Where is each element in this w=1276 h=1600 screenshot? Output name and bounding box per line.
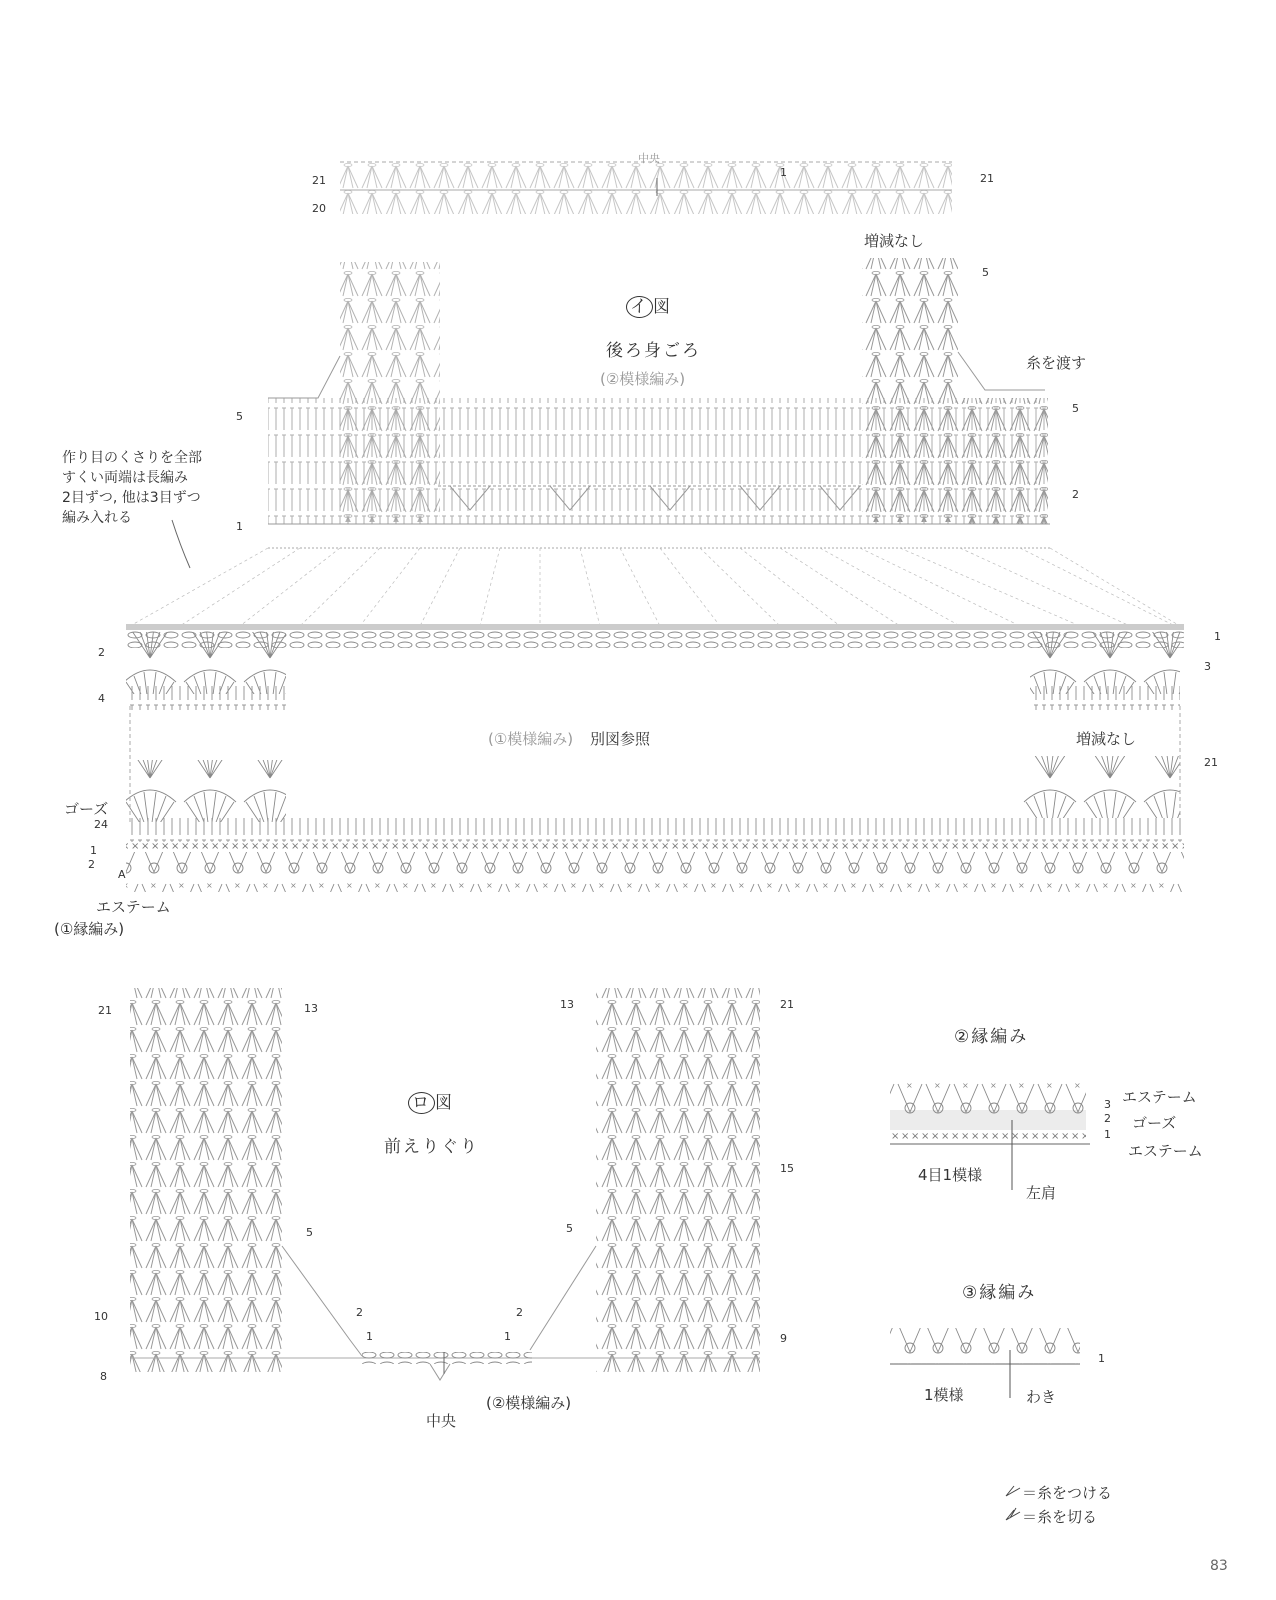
- front-row-1-left: 1: [366, 1330, 373, 1343]
- front-row-5-right: 5: [566, 1222, 573, 1235]
- back-row-2-right: 2: [1072, 488, 1079, 501]
- front-row-5-left: 5: [306, 1226, 313, 1239]
- edge3-title: ③縁編み: [962, 1283, 1037, 1303]
- legend-attach: ＝糸をつける: [1022, 1484, 1113, 1502]
- back-no-change: 増減なし: [864, 232, 925, 250]
- back-title-suffix: 図: [653, 297, 672, 317]
- back-pass-yarn: 糸を渡す: [1026, 354, 1087, 372]
- back-pattern: (②模様編み): [600, 370, 686, 388]
- back-row-20-left: 20: [312, 202, 326, 215]
- back-row-5-left: 5: [236, 410, 243, 423]
- yoke-row-24: 24: [94, 818, 108, 831]
- yoke-row-4: 4: [98, 692, 105, 705]
- yoke-row-2: 2: [98, 646, 105, 659]
- yoke-pattern-text: (①模様編み): [488, 730, 574, 748]
- back-row-1-top: 1: [780, 166, 787, 179]
- yoke-row-1-right: 1: [1214, 630, 1221, 643]
- yoke-row-1: 1: [90, 844, 97, 857]
- front-pattern: (②模様編み): [486, 1394, 572, 1412]
- edge2-gauze: ゴーズ: [1132, 1114, 1177, 1132]
- edge2-row-1: 1: [1104, 1128, 1111, 1141]
- edge2-shoulder: 左肩: [1026, 1184, 1057, 1202]
- front-row-13-left: 13: [304, 1002, 318, 1015]
- back-title-letter: イ: [626, 296, 653, 318]
- legend-cut: ＝糸を切る: [1022, 1508, 1098, 1526]
- yoke-pattern: [488, 728, 650, 749]
- front-row-1-right: 1: [504, 1330, 511, 1343]
- front-row-8-left: 8: [100, 1370, 107, 1383]
- yoke-a-marker: A: [118, 868, 126, 881]
- note-line-1: 作り目のくさりを全部: [62, 450, 202, 466]
- back-row-1-left: 1: [236, 520, 243, 533]
- front-row-2-right: 2: [516, 1306, 523, 1319]
- yoke-row-2b: 2: [88, 858, 95, 871]
- edge2-title: ②縁編み: [954, 1027, 1029, 1047]
- note-line-3: 2目ずつ, 他は3目ずつ: [62, 490, 201, 506]
- page-number: 83: [1210, 1558, 1228, 1574]
- edge3-repeat: 1模様: [924, 1386, 964, 1404]
- back-row-21-right: 21: [980, 172, 994, 185]
- front-row-21-left: 21: [98, 1004, 112, 1017]
- front-title-suffix: 図: [435, 1093, 454, 1113]
- yoke-edge: (①縁編み): [54, 920, 125, 938]
- yoke-chart: [126, 624, 1184, 892]
- front-row-15-right: 15: [780, 1162, 794, 1175]
- front-center-label: 中央: [426, 1412, 457, 1430]
- front-row-13-right: 13: [560, 998, 574, 1011]
- edge2-estem-bottom: エステーム: [1128, 1142, 1203, 1160]
- front-neck-chart: [130, 988, 760, 1380]
- front-row-21-right: 21: [780, 998, 794, 1011]
- front-title-letter: ロ: [408, 1092, 435, 1114]
- edge2-estem-top: エステーム: [1122, 1088, 1197, 1106]
- back-center-label: 中央: [638, 152, 660, 165]
- yoke-estem: エステーム: [96, 898, 171, 916]
- back-name: 後ろ身ごろ: [606, 341, 701, 361]
- edge3-side: わき: [1026, 1388, 1057, 1406]
- connection-rays: [130, 548, 1180, 626]
- back-title: [626, 292, 672, 317]
- edge2-row-2: 2: [1104, 1112, 1111, 1125]
- front-row-9-right: 9: [780, 1332, 787, 1345]
- back-row-5-far-right: 5: [1072, 402, 1079, 415]
- instruction-note: [62, 448, 202, 528]
- back-row-21-left: 21: [312, 174, 326, 187]
- yoke-no-change: 増減なし: [1076, 730, 1137, 748]
- front-row-2-left: 2: [356, 1306, 363, 1319]
- edge2-repeat: 4目1模様: [918, 1166, 983, 1184]
- yoke-row-21-right: 21: [1204, 756, 1218, 769]
- yoke-row-3-right: 3: [1204, 660, 1211, 673]
- yoke-see-other: 別図参照: [589, 730, 650, 748]
- back-row-5-right: 5: [982, 266, 989, 279]
- note-line-2: すくい両端は長編み: [62, 470, 188, 486]
- note-line-4: 編み入れる: [62, 510, 132, 526]
- edge3-row-1: 1: [1098, 1352, 1105, 1365]
- legend-icons: [1006, 1486, 1020, 1520]
- front-row-10-left: 10: [94, 1310, 108, 1323]
- front-name: 前えりぐり: [384, 1137, 479, 1157]
- front-title: [408, 1088, 454, 1113]
- yoke-gauze: ゴーズ: [64, 800, 109, 818]
- edge2-row-3: 3: [1104, 1098, 1111, 1111]
